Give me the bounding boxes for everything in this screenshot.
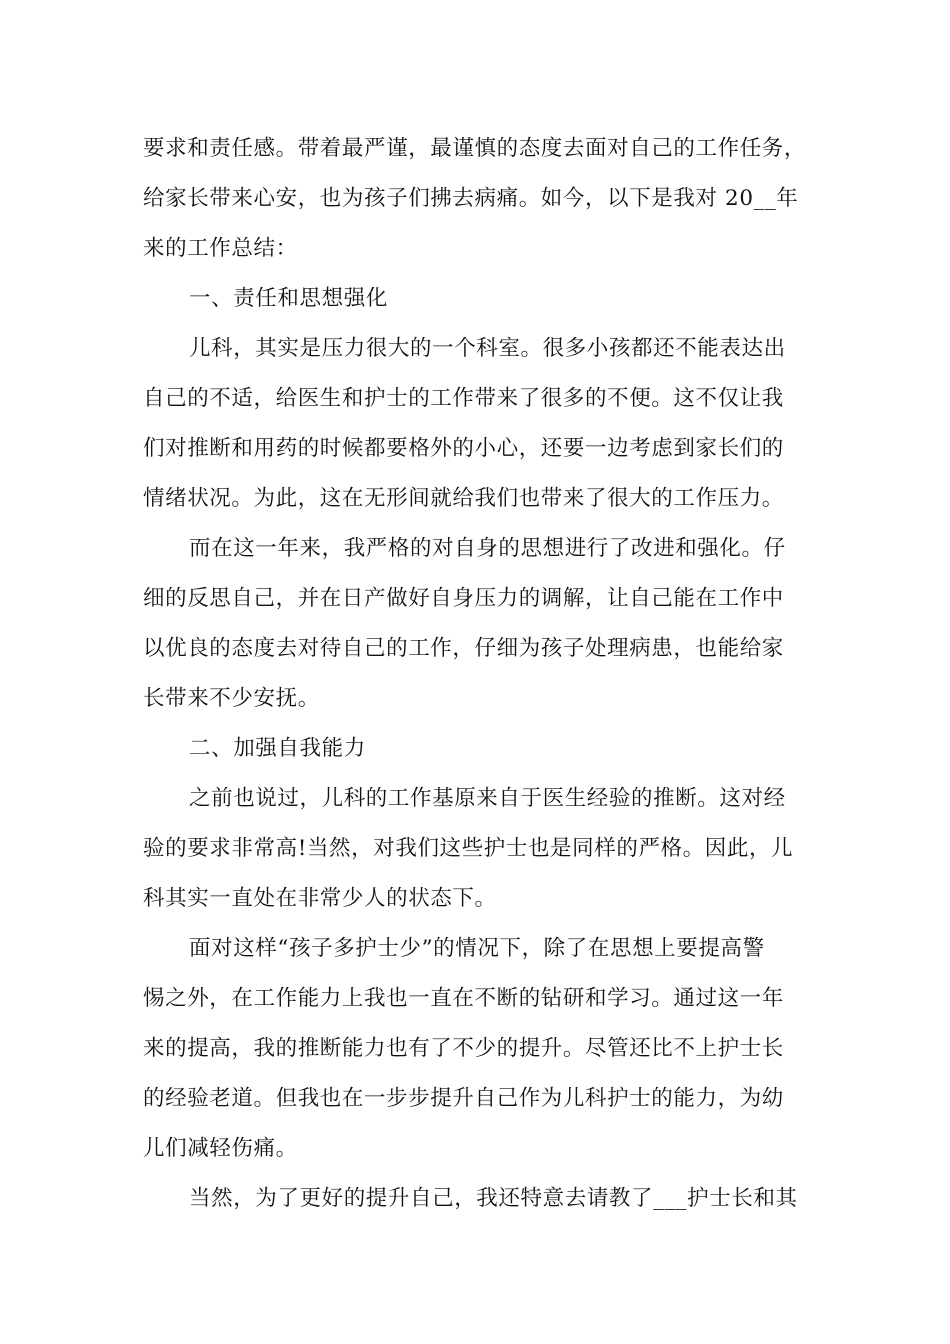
paragraph-line: 儿科，其实是压力很大的一个科室。很多小孩都还不能表达出 (189, 336, 786, 361)
paragraph-line: 来的工作总结： (143, 236, 298, 261)
paragraph-line: 科其实一直处在非常少人的状态下。 (143, 886, 497, 911)
paragraph-line: 惕之外，在工作能力上我也一直在不断的钻研和学习。通过这一年 (143, 986, 784, 1011)
section-heading: 一、责任和思想强化 (189, 286, 388, 311)
paragraph-line: 当然，为了更好的提升自己，我还特意去请教了___护士长和其 (189, 1186, 798, 1211)
paragraph-line: 而在这一年来，我严格的对自身的思想进行了改进和强化。仔 (189, 536, 786, 561)
paragraph-line: 的经验老道。但我也在一步步提升自己作为儿科护士的能力，为幼 (143, 1086, 784, 1111)
section-heading: 二、加强自我能力 (189, 736, 366, 761)
paragraph-line: 细的反思自己，并在日产做好自身压力的调解，让自己能在工作中 (143, 586, 784, 611)
paragraph-line: 长带来不少安抚。 (143, 686, 320, 711)
paragraph-line: 情绪状况。为此，这在无形间就给我们也带来了很大的工作压力。 (143, 486, 784, 511)
paragraph-line: 来的提高，我的推断能力也有了不少的提升。尽管还比不上护士长 (143, 1036, 784, 1061)
paragraph-line: 儿们减轻伤痛。 (143, 1136, 298, 1161)
paragraph-line: 们对推断和用药的时候都要格外的小心，还要一边考虑到家长们的 (143, 436, 784, 461)
paragraph-line: 验的要求非常高!当然，对我们这些护士也是同样的严格。因此，儿 (143, 836, 794, 861)
paragraph-line: 之前也说过，儿科的工作基原来自于医生经验的推断。这对经 (189, 786, 786, 811)
paragraph-line: 自己的不适，给医生和护士的工作带来了很多的不便。这不仅让我 (143, 386, 784, 411)
paragraph-line: 以优良的态度去对待自己的工作，仔细为孩子处理病患，也能给家 (143, 636, 784, 661)
paragraph-line: 给家长带来心安，也为孩子们拂去病痛。如今，以下是我对 20__年 (143, 186, 799, 211)
paragraph-line: 要求和责任感。带着最严谨，最谨慎的态度去面对自己的工作任务， (143, 136, 807, 161)
paragraph-line: 面对这样“孩子多护士少”的情况下，除了在思想上要提高警 (189, 936, 765, 961)
